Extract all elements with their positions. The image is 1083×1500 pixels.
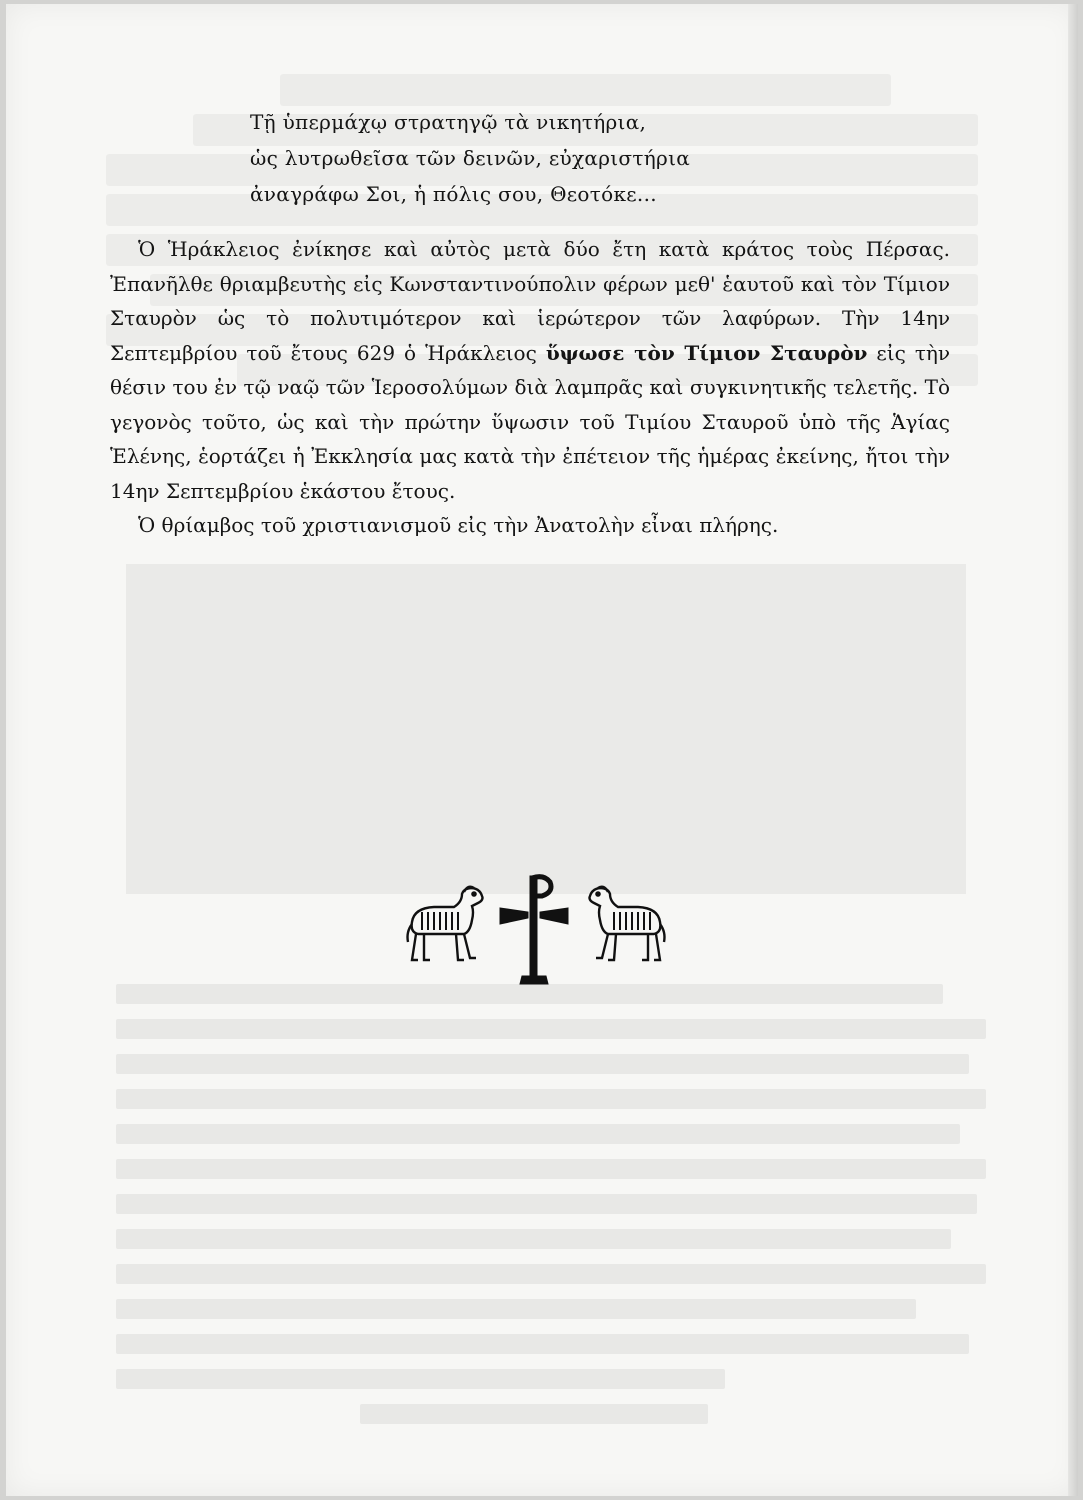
verse-line-3: ἀναγράφω Σοι, ἡ πόλις σου, Θεοτόκε... <box>250 182 657 206</box>
hymn-verse <box>250 104 690 212</box>
paragraph-text-end: εἰς τὴν θέσιν του ἐν τῷ ναῷ τῶν Ἱεροσολύμων διὰ λαμπρᾶς καὶ συγκινητικῆς τελετῆς. Τὸ γεγονὸς τοῦτο, ὡς καὶ τὴν πρώτην ὕψωσιν τοῦ Τιμίου Σταυροῦ ὑπὸ τῆς Ἁγίας Ἑλένης, ἑορτάζει ἡ Ἐκκλησία μας κατὰ τὴν ἐπέτειον τῆς ἡμέρας ἐκείνης, ἤτοι τὴν 14ην Σεπτεμβρίου ἑκάστου ἔτους. <box>110 340 951 503</box>
show-through-text-ghost <box>116 984 986 1439</box>
lamb-left-icon <box>408 887 483 960</box>
lambs-cross-ornament <box>404 872 668 992</box>
book-page <box>6 4 1078 1496</box>
verse-line-2: ὡς λυτρωθεῖσα τῶν δεινῶν, εὐχαριστήρια <box>250 146 691 170</box>
paragraph-heraclius <box>110 232 950 508</box>
page-edge-shadow <box>1068 4 1078 1496</box>
paragraph-triumph: Ὁ θρίαμβος τοῦ χριστιανισμοῦ εἰς τὴν Ἀνατολὴν εἶναι πλήρης. <box>138 513 779 537</box>
body-text <box>110 232 950 543</box>
lamb-right-icon <box>590 887 665 960</box>
verse-line-1: Τῇ ὑπερμάχῳ στρατηγῷ τὰ νικητήρια, <box>250 110 647 134</box>
chi-rho-cross-icon <box>500 876 568 984</box>
show-through-photo-ghost <box>126 564 966 894</box>
paragraph-text-start: Ὁ Ἡράκλειος ἐνίκησε καὶ αὐτὸς μετὰ δύο ἔτη κατὰ κράτος τοὺς Πέρσας. Ἐπανῆλθε θριαμβευτὴς εἰς Κωνσταντινούπολιν φέρων μεθ' ἑαυτοῦ καὶ τὸν Τίμιον Σταυρὸν ὡς τὸ πολυτιμότερον καὶ ἱερώτερον τῶν λαφύρων. Τὴν 14ην Σεπτεμβρίου τοῦ ἔτους 629 ὁ Ἡράκλειος <box>110 237 950 365</box>
bold-phrase: ὕψωσε τὸν Τίμιον Σταυρὸν <box>545 340 868 365</box>
